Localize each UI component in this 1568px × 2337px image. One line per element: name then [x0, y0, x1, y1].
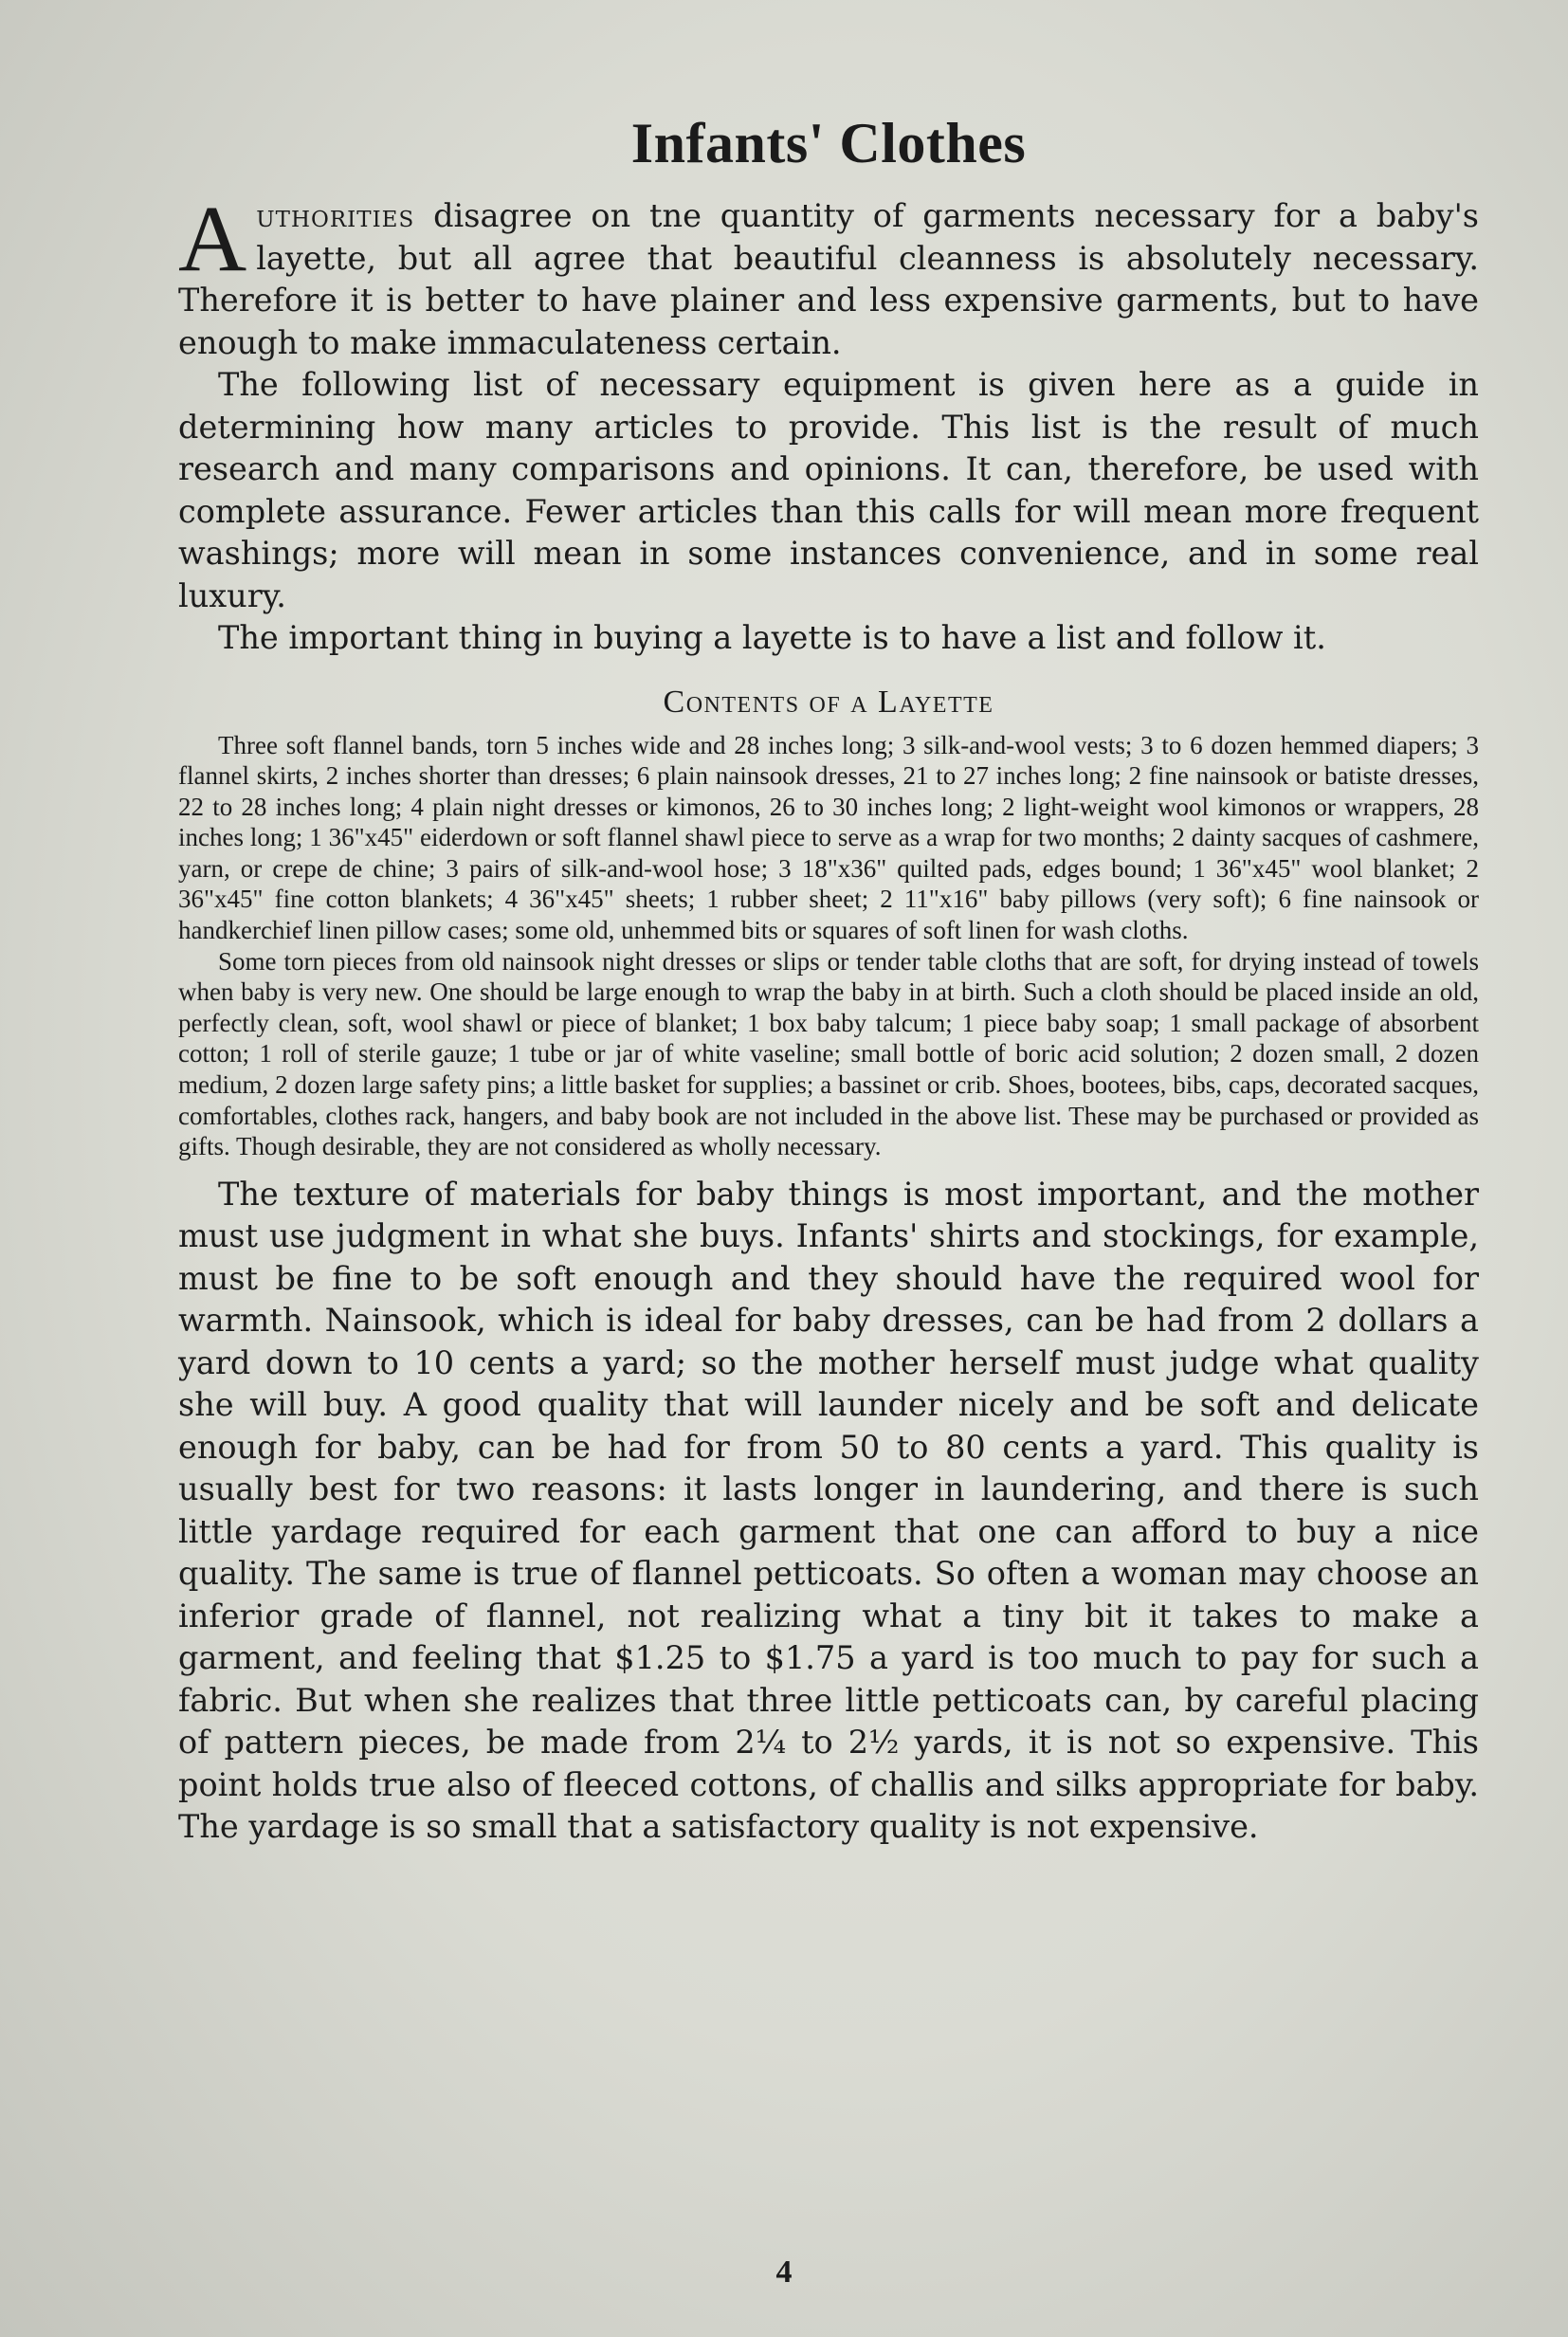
paragraph-texture-of-materials: The texture of materials for baby things is most important, and the mother must use judgment in what she buys. Infants' shirts and stockings, for example, must be fine to be soft enough and they should have the required wool for warmth. Nainsook, which is ideal for baby dresses, can be had from 2 dollars a yard down to 10 cents a yard; so the mother herself must judge what quality she will buy. A good quality that will launder nicely and be soft and delicate enough for baby, can be had for from 50 to 80 cents a yard. This quality is usually best for two reasons: it lasts longer in laundering, and there is such little yardage required for each garment that one can afford to buy a nice quality. The same is true of flannel petticoats. So often a woman may choose an inferior grade of flannel, not realizing what a tiny bit it takes to make a garment, and feeling that $1.25 to $1.75 a yard is too much to pay for such a fabric. But when she realizes that three little petticoats can, by careful placing of pattern pieces, be made from 2¼ to 2½ yards, it is not so expensive. This point holds true also of fleeced cottons, of challis and silks appropriate for baby. The yardage is so small that a satisfactory quality is not expensive. — [178, 1175, 1479, 1846]
layette-list-paragraph-1: Three soft flannel bands, torn 5 inches wide and 28 inches long; 3 silk-and-wool vests; 3 to 6 dozen hemmed diapers; 3 flannel skirts, 2 inches shorter than dresses; 6 plain nainsook dresses, 21 to 27 inches long; 2 fine nainsook or batiste dresses, 22 to 28 inches long; 4 plain night dresses or kimonos, 26 to 30 inches long; 2 light-weight wool kimonos or wrappers, 28 inches long; 1 36"x45" eiderdown or soft flannel shawl piece to serve as a wrap for two months; 2 dainty sacques of cashmere, yarn, or crepe de chine; 3 pairs of silk-and-wool hose; 3 18"x36" quilted pads, edges bound; 1 36"x45" wool blanket; 2 36"x45" fine cotton blankets; 4 36"x45" sheets; 1 rubber sheet; 2 11"x16" baby pillows (very soft); 6 fine nainsook or handkerchief linen pillow cases; some old, unhemmed bits or squares of soft linen for wash cloths. — [178, 730, 1479, 945]
section-heading-layette: Contents of a Layette — [663, 684, 994, 720]
spacer — [178, 1162, 1479, 1174]
paragraph-list-guide: The following list of necessary equipment is given here as a guide in determining how many articles to provide. This list is the result of much research and many comparisons and opinions. It can, therefore, be used with complete assurance. Fewer articles than this calls for will mean more frequent washings; more will mean in some instances convenience, and in some real luxury. — [178, 366, 1479, 614]
page-number: 4 — [775, 2255, 793, 2290]
layette-list-paragraph-2: Some torn pieces from old nainsook night dresses or slips or tender table cloths that are soft, for drying instead of towels when baby is very new. One should be large enough to wrap the baby in at birth. Such a cloth should be placed inside an old, perfectly clean, soft, wool shawl or piece of blanket; 1 box baby talcum; 1 piece baby soap; 1 small package of absorbent cotton; 1 roll of sterile gauze; 1 tube or jar of white vaseline; small bottle of boric acid solution; 2 dozen small, 2 dozen medium, 2 dozen large safety pins; a little basket for supplies; a bassinet or crib. Shoes, bootees, bibs, caps, decorated sacques, comfortables, clothes rack, hangers, and baby book are not included in the above list. These may be purchased or provided as gifts. Though desirable, they are not considered as wholly necessary. — [178, 946, 1479, 1161]
intro-text: disagree on tne quantity of garments necessary for a baby's layette, but all agree that beautiful cleanness is absolutely necessary. Therefore it is better to have plainer and less expensive garments, but to have enough to make immaculateness certain. — [178, 197, 1479, 361]
drop-cap: A — [178, 186, 247, 291]
page-title: Infants' Clothes — [630, 112, 1027, 174]
intro-paragraph — [178, 186, 1479, 364]
intro-smallcaps-lead: uthorities — [256, 197, 415, 234]
page-content — [178, 112, 1479, 1849]
paragraph-important-thing: The important thing in buying a layette is to have a list and follow it. — [218, 619, 1326, 656]
